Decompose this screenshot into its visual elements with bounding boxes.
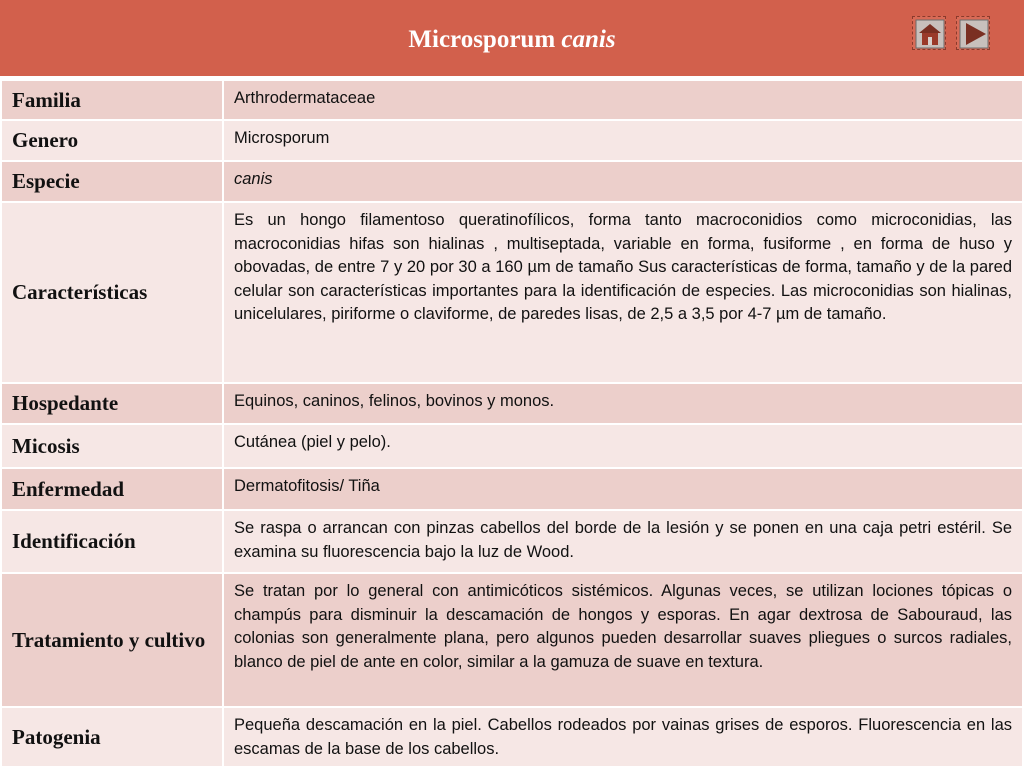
row-label: Familia xyxy=(1,80,223,120)
table-row xyxy=(1,424,1023,468)
home-button[interactable] xyxy=(912,16,946,50)
table-row xyxy=(1,573,1023,707)
row-value: Microsporum xyxy=(223,120,1023,161)
table-row xyxy=(1,707,1023,767)
title-species: canis xyxy=(561,26,616,53)
page-title xyxy=(0,0,1024,78)
row-value: Se tratan por lo general con antimicóticos sistémicos. Algunas veces, se utilizan lociones tópicas o champús para disminuir la descamación de hongos y esporas. En agar dextrosa de Sabouraud, las colonias son generalmente plana, pero algunos pueden desarrollar suaves pliegues o surcos radiales, blanco de piel de ante en color, similar a la gamuza de suave en textura. xyxy=(223,573,1023,707)
row-label: Hospedante xyxy=(1,383,223,424)
table-row xyxy=(1,510,1023,573)
row-label: Micosis xyxy=(1,424,223,468)
row-value: Es un hongo filamentoso queratinofílicos, forma tanto macroconidios como microconidias, las macroconidias hifas son hialinas , multiseptada, variable en forma, fusiforme , en forma de huso y obovadas, de entre 7 y 20 por 30 a 160 µm de tamaño Sus características de forma, tamaño y de la pared celular son características importantes para la identificación de especies. Las microconidias son hialinas, unicelulares, piriforme o claviforme, de paredes lisas, de 2,5 a 3,5 por 4-7 µm de tamaño. xyxy=(223,202,1023,383)
row-label: Genero xyxy=(1,120,223,161)
row-value: Arthrodermataceae xyxy=(223,80,1023,120)
row-value: Se raspa o arrancan con pinzas cabellos del borde de la lesión y se ponen en una caja petri estéril. Se examina su fluorescencia bajo la luz de Wood. xyxy=(223,510,1023,573)
row-label: Tratamiento y cultivo xyxy=(1,573,223,707)
row-label: Identificación xyxy=(1,510,223,573)
table-row xyxy=(1,202,1023,383)
row-value: Cutánea (piel y pelo). xyxy=(223,424,1023,468)
row-label: Características xyxy=(1,202,223,383)
home-icon xyxy=(913,17,947,51)
table-row xyxy=(1,161,1023,202)
row-label: Enfermedad xyxy=(1,468,223,510)
row-label: Patogenia xyxy=(1,707,223,767)
table-row xyxy=(1,383,1023,424)
row-value: Dermatofitosis/ Tiña xyxy=(223,468,1023,510)
next-slide-button[interactable] xyxy=(956,16,990,50)
play-next-icon xyxy=(957,17,991,51)
table-row xyxy=(1,80,1023,120)
table-row xyxy=(1,120,1023,161)
taxonomy-table xyxy=(0,79,1024,768)
title-genus: Microsporum xyxy=(408,26,556,53)
title-bar xyxy=(0,0,1024,78)
row-value: canis xyxy=(223,161,1023,202)
table-row xyxy=(1,468,1023,510)
row-label: Especie xyxy=(1,161,223,202)
row-value: Pequeña descamación en la piel. Cabellos rodeados por vainas grises de esporos. Fluorescencia en las escamas de la base de los cabellos. xyxy=(223,707,1023,767)
row-value: Equinos, caninos, felinos, bovinos y monos. xyxy=(223,383,1023,424)
